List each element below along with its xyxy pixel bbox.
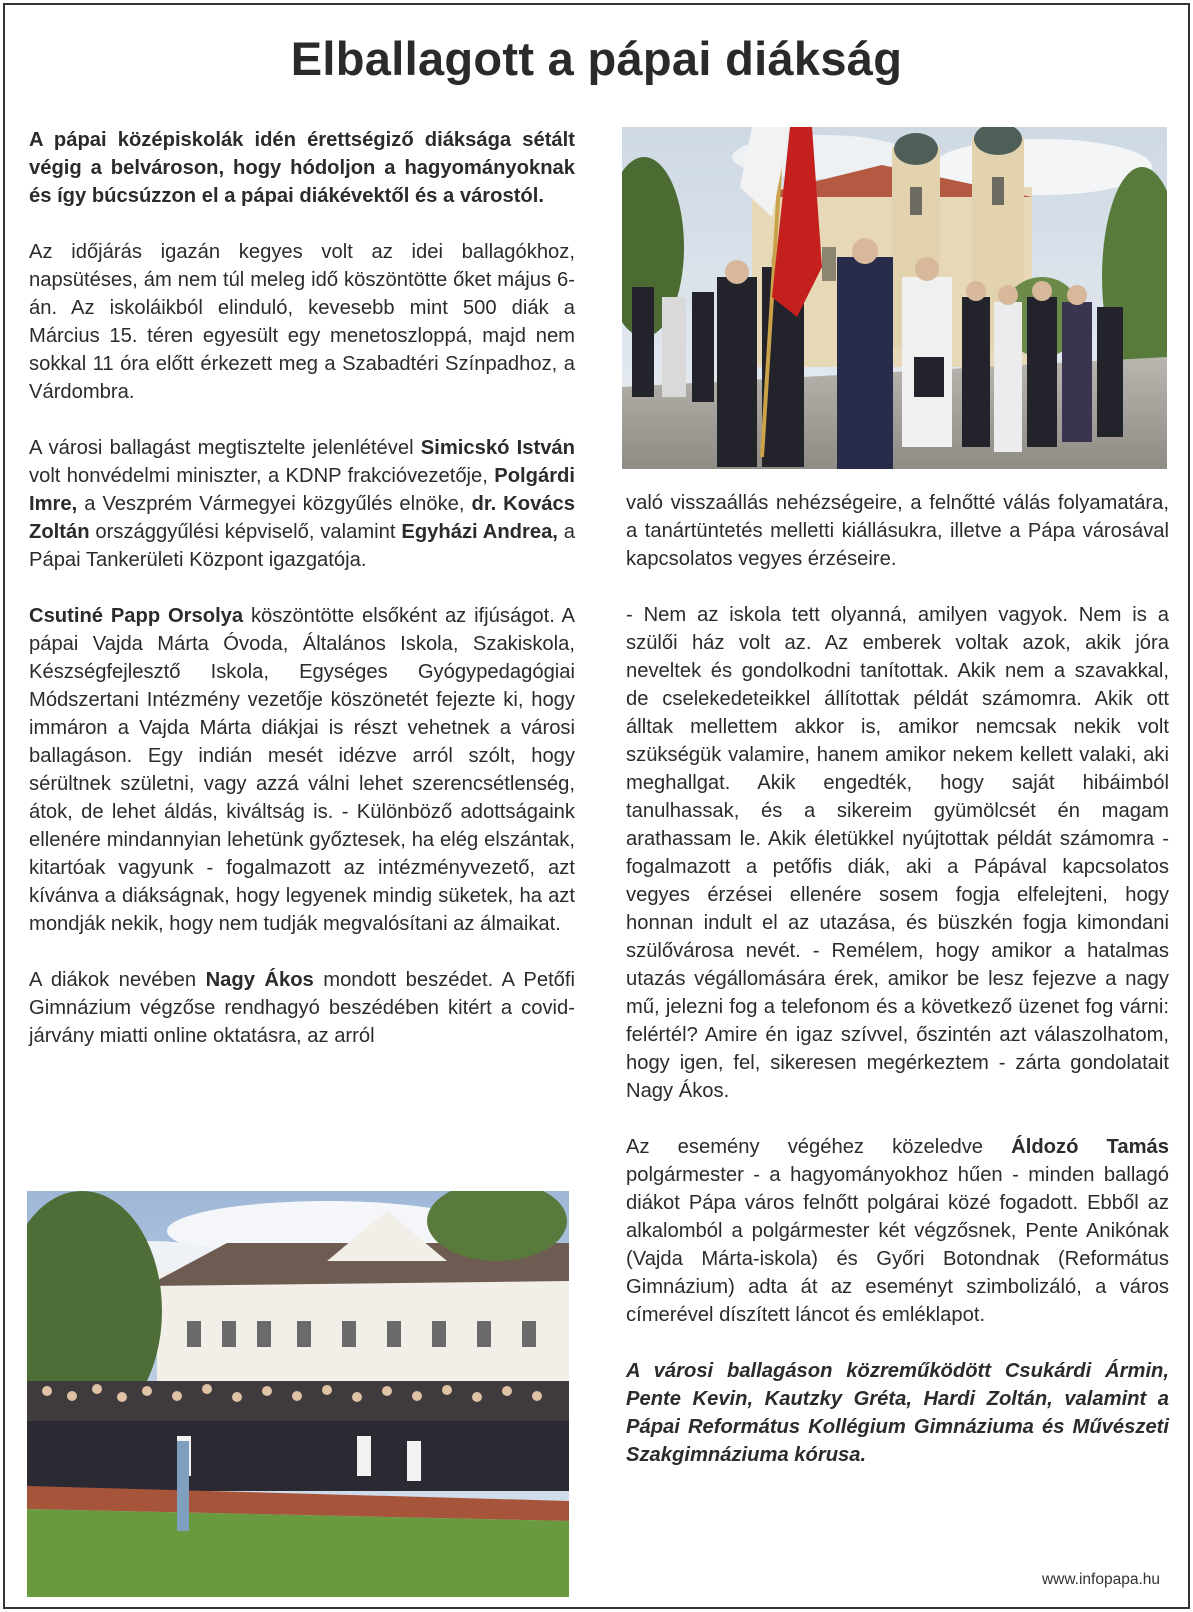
site-credit: www.infopapa.hu: [1041, 1571, 1160, 1588]
left-column: [29, 126, 575, 1078]
name-simicsko: Simicskó István: [420, 437, 575, 459]
paragraph-csutine: Csutiné Papp Orsolya köszöntötte elsőként az ifjúságot. A pápai Vajda Márta Óvoda, Általános Iskola, Szakiskola, Készségfejlesztő Iskola, Egységes Gyógypedagógiai Módszertani Intézmény vezetője köszönetét fejezte ki, hogy immáron a Vajda Márta diákjai is részt vehetnek a városi ballagáson. Egy indián mesét idézve arról szólt, hogy sérültnek születni, vagy azzá válni lehet szerencsétlenség, átok, de lehet áldás, kiváltság is. - Különböző adottságaink ellenére mindannyian lehetünk győztesek, ha elég elszántak, kitartóak vagyunk - fogalmazott az intézményvezető, azt kívánva a diákságnak, hogy legyenek mindig süketek, ha azt mondják nekik, hogy nem tudják megvalósítani az álmaikat.: [29, 605, 576, 935]
name-nagy-akos: Nagy Ákos: [205, 969, 314, 991]
article-lead: A pápai középiskolák idén érettségiző diáksága sétált végig a belvároson, hogy hódoljon a hagyományoknak és így búcsúzzon el a pápai diákévektől és a várostól.: [29, 129, 575, 207]
paragraph-weather: Az időjárás igazán kegyes volt az idei ballagókhoz, napsütéses, ám nem túl meleg idő köszöntötte őket május 6-án. Az iskoláikból elinduló, kevesebb mint 500 diák a Március 15. téren egyesült egy menetoszloppá, majd nem sokkal 11 óra előtt érkezett meg a Szabadtéri Színpadhoz, a Várdombra.: [29, 241, 575, 403]
paragraph-speech-cont: való visszaállás nehézségeire, a felnőtté válás folyamatára, a tanártüntetés melletti kiállásukra, illetve a Pápa városával kapcsolatos vegyes érzéseire.: [626, 492, 1169, 570]
paragraph-mayor: Az esemény végéhez közeledve Áldozó Tamás polgármester - a hagyományokhoz hűen - minden ballagó diákot Pápa város felnőtt polgárai közé fogadott. Ebből az alkalomból a polgármester két végzősnek, Pente Anikónak (Vajda Márta-iskola) és Győri Botondnak (Református Gimnázium) adta át az eseményt szimbolizáló, a város címerével díszített láncot és emléklapot.: [626, 1136, 1169, 1326]
paragraph-guests: A városi ballagást megtisztelte jelenlétével Simicskó István volt honvédelmi miniszter, a KDNP frakcióvezetője, Polgárdi Imre, a Veszprém Vármegyei közgyűlés elnöke, dr. Kovács Zoltán országgyűlési képviselő, valamint Egyházi Andrea, a Pápai Tankerületi Központ igazgatója.: [29, 437, 576, 571]
name-aldozo: Áldozó Tamás: [1011, 1136, 1169, 1158]
closing-credits: A városi ballagáson közreműködött Csukárdi Ármin, Pente Kevin, Kautzky Gréta, Hardi Zoltán, valamint a Pápai Református Kollégium Gimnáziuma és Művészeti Szakgimnáziuma kórusa.: [626, 1360, 1169, 1466]
name-kovacs: dr. Kovács Zoltán: [29, 493, 575, 543]
name-egyhazi: Egyházi Andrea,: [401, 521, 558, 543]
newspaper-page: [3, 3, 1190, 1609]
ceremony-photo: [27, 1191, 569, 1597]
procession-photo: [622, 127, 1167, 469]
article-title: Elballagott a pápai diákság: [290, 32, 903, 85]
paragraph-speech-start: A diákok nevében Nagy Ákos mondott beszédet. A Petőfi Gimnázium végzőse rendhagyó beszédében kitért a covid-járvány miatti online oktatásra, az arról: [29, 969, 575, 1047]
right-column: [626, 489, 1169, 1497]
name-polgardi: Polgárdi Imre,: [29, 465, 575, 515]
name-csutine: Csutiné Papp Orsolya: [29, 605, 244, 627]
paragraph-speech-quote: - Nem az iskola tett olyanná, amilyen vagyok. Nem is a szülői ház volt az. Az emberek voltak azok, akik jóra neveltek és gondolkodni tanítottak. Akik nem a szavakkal, de cselekedeteikkel állítottak példát számomra. Akik ott álltak mellettem akkor is, amikor nemcsak nekik volt szükségük valamire, hanem amikor nekem kellett valaki, aki meghallgat. Akik engedték, hogy saját hibáimból tanulhassak, és a sikereim gyümölcsét én magam arathassam le. Akik életükkel nyújtottak példát számomra - fogalmazott a petőfis diák, aki a Pápával kapcsolatos vegyes érzései ellenére sosem fogja elfelejteni, hogy honnan indult el az utazása, és büszkén fogja kimondani szülővárosa nevét. - Remélem, hogy amikor a hatalmas utazás végállomására érek, amikor be lesz fejezve a nagy mű, jelezni fog a telefonom és a következő üzenet fog várni: felértél? Amire én igaz szívvel, őszintén azt válaszolhatom, hogy igen, fel, sikeresen megérkeztem - zárta gondolatait Nagy Ákos.: [626, 604, 1169, 1102]
